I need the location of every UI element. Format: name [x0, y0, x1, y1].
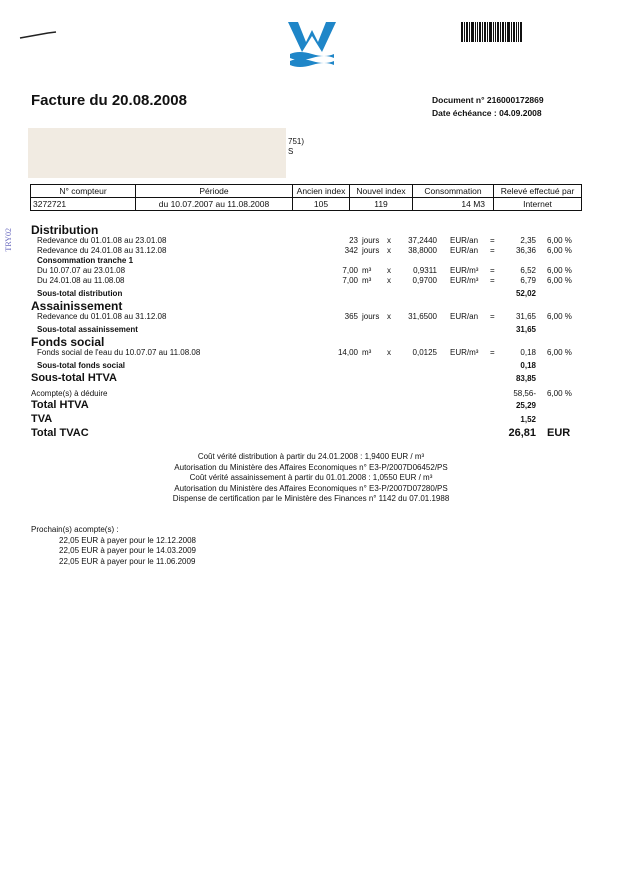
list-item: Redevance du 24.01.08 au 31.12.08 342 jours x 38,8000 EUR/an = 36,36 6,00 % — [37, 246, 572, 255]
table-cell: du 10.07.2007 au 11.08.2008 — [136, 198, 293, 211]
section-distribution: Distribution — [31, 223, 99, 237]
header-cell: Période — [136, 185, 293, 198]
table-cell: 14 M3 — [413, 198, 494, 211]
section-assainissement: Assainissement — [31, 299, 123, 313]
header-cell: Ancien index — [293, 185, 350, 198]
header-cell: Consommation — [413, 185, 494, 198]
subtotal-distribution: Sous-total distribution 52,02 — [37, 289, 536, 298]
pen-mark-icon — [18, 30, 58, 40]
list-item: Redevance du 01.01.08 au 23.01.08 23 jours x 37,2440 EUR/an = 2,35 6,00 % — [37, 236, 572, 245]
next-payments: Prochain(s) acompte(s) : 22,05 EUR à payer pour le 12.12.2008 22,05 EUR à payer pour le 14.03.2009 22,05 EUR à payer pour le 11.06.2009 — [31, 525, 196, 566]
legal-notes: Coût vérité distribution à partir du 24.01.2008 : 1,9400 EUR / m³ Autorisation du Ministère des Affaires Economiques n° E3-P/2007D06452/PS Coût vérité assainissement à partir du 01.01.2008 : 1,0550 EUR / m³ Autorisation du Ministère des Affaires Economiques n° E3-P/2007D07280/PS Dispense de certification par le Ministère des Finances n° 1142 du 07.01.1988 — [172, 452, 450, 503]
table-cell: Internet — [494, 198, 582, 211]
document-info — [432, 94, 544, 120]
list-item: 22,05 EUR à payer pour le 11.06.2009 — [59, 556, 196, 566]
list-item: Redevance du 01.01.08 au 31.12.08 365 jours x 31,6500 EUR/an = 31,65 6,00 % — [37, 312, 572, 321]
document-number: Document n° 216000172869 — [432, 95, 544, 105]
table-cell: 105 — [293, 198, 350, 211]
list-item: 22,05 EUR à payer pour le 12.12.2008 — [59, 535, 196, 545]
meter-table-header — [31, 185, 582, 198]
header-cell: N° compteur — [31, 185, 136, 198]
barcode — [461, 22, 525, 42]
invoice-title: Facture du 20.08.2008 — [31, 92, 187, 109]
section-fonds-social: Fonds social — [31, 335, 105, 349]
meter-table-row — [31, 198, 582, 211]
table-cell: 3272721 — [31, 198, 136, 211]
side-code: TRY02 — [4, 228, 13, 252]
water-company-logo-icon — [286, 18, 338, 70]
address-fragment: 751) S — [288, 137, 305, 156]
due-date: Date échéance : 04.09.2008 — [432, 108, 542, 118]
tranche-heading: Consommation tranche 1 — [37, 256, 134, 265]
list-item: Fonds social de l'eau du 10.07.07 au 11.08.08 14,00 m³ x 0,0125 EUR/m³ = 0,18 6,00 % — [37, 348, 572, 357]
list-item: Du 10.07.07 au 23.01.08 7,00 m³ x 0,9311 EUR/m³ = 6,52 6,00 % — [37, 266, 572, 275]
redacted-address — [28, 128, 286, 178]
meter-table — [30, 184, 582, 211]
list-item: 22,05 EUR à payer pour le 14.03.2009 — [59, 546, 196, 555]
subtotal-assainissement: Sous-total assainissement 31,65 — [37, 325, 536, 334]
header-cell: Nouvel index — [350, 185, 413, 198]
list-item: Du 24.01.08 au 11.08.08 7,00 m³ x 0,9700 EUR/m³ = 6,79 6,00 % — [37, 276, 572, 285]
subtotal-fonds-social: Sous-total fonds social 0,18 — [37, 361, 536, 370]
table-cell: 119 — [350, 198, 413, 211]
header-cell: Relevé effectué par — [494, 185, 582, 198]
acompte-row: Acompte(s) à déduire 58,56- 6,00 % — [31, 389, 572, 398]
